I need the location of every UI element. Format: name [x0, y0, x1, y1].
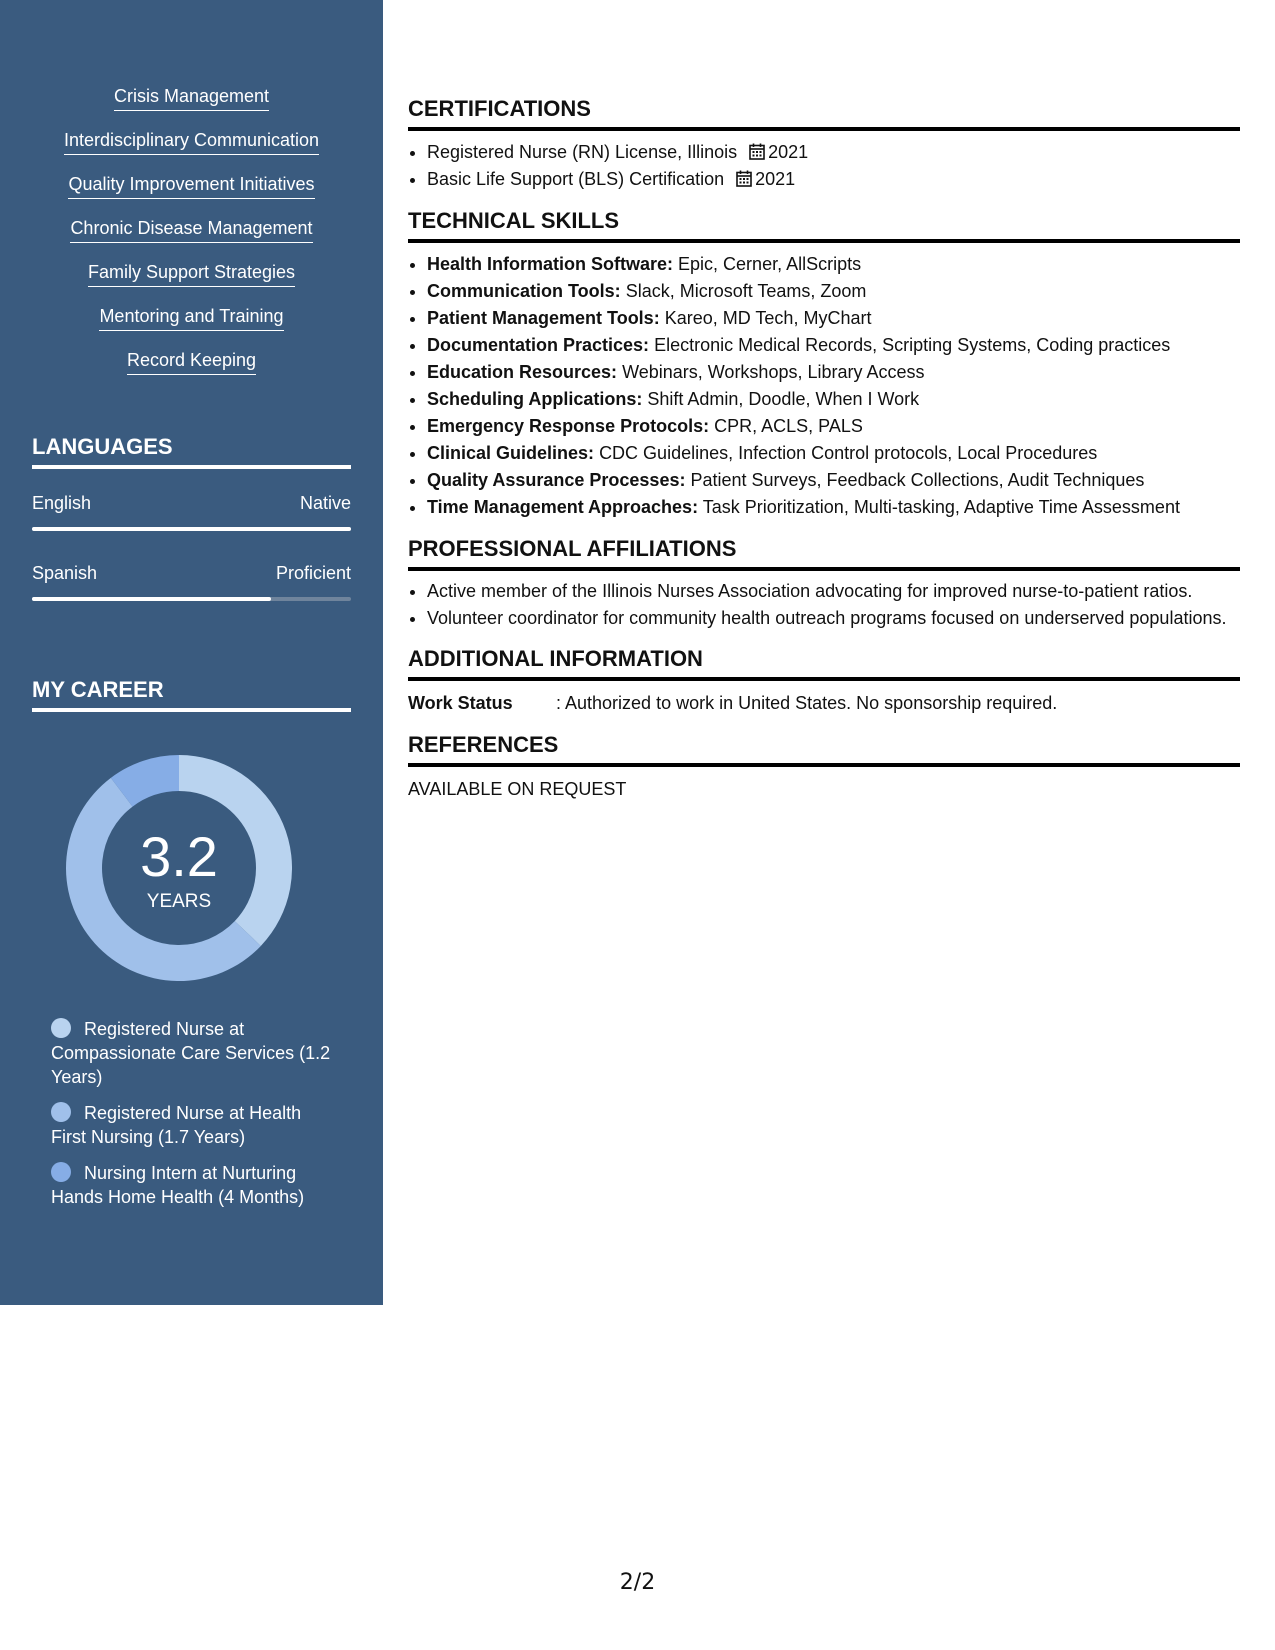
skill-category: Education Resources: — [427, 362, 618, 382]
language-name: English — [32, 493, 92, 513]
legend-dot-icon — [51, 1102, 71, 1122]
technical-skill-item — [427, 494, 1240, 521]
sidebar — [0, 0, 383, 1305]
career-legend-label: Registered Nurse at Health First Nursing (1.7 Years) — [51, 1103, 302, 1147]
language-proficiency-bar — [32, 597, 351, 601]
technical-skill-item — [427, 467, 1240, 494]
certification-name: Basic Life Support (BLS) Certification — [427, 169, 725, 189]
skill-link[interactable]: Interdisciplinary Communication — [64, 130, 319, 155]
career-legend-item — [51, 1161, 341, 1209]
affiliation-item: • Active member of the Illinois Nurses Association advocating for improved nurse-to-patient ratios. — [427, 579, 1240, 604]
certification-item — [427, 166, 1240, 193]
language-proficiency-fill — [32, 527, 351, 531]
career-heading: MY CAREER — [32, 677, 351, 712]
calendar-icon — [736, 170, 752, 187]
skill-values: Webinars, Workshops, Library Access — [622, 362, 925, 382]
skill-category: Documentation Practices: — [427, 335, 650, 355]
languages-heading: LANGUAGES — [32, 434, 351, 469]
skill-category: Patient Management Tools: — [427, 308, 660, 328]
skill-values: Task Prioritization, Multi-tasking, Adaptive Time Assessment — [702, 497, 1180, 517]
skill-category: Quality Assurance Processes: — [427, 470, 686, 490]
career-total-years: 3.2 — [140, 825, 218, 888]
skill-values: Shift Admin, Doodle, When I Work — [647, 389, 920, 409]
skill-values: CPR, ACLS, PALS — [714, 416, 863, 436]
skill-link[interactable]: Crisis Management — [114, 86, 269, 111]
additional-info-heading: ADDITIONAL INFORMATION — [408, 645, 1240, 681]
certification-year: 2021 — [755, 169, 796, 189]
skills-list — [0, 86, 383, 394]
skill-values: Epic, Cerner, AllScripts — [678, 254, 862, 274]
skill-category: Clinical Guidelines: — [427, 443, 595, 463]
skill-values: Slack, Microsoft Teams, Zoom — [625, 281, 867, 301]
affiliation-item: • Volunteer coordinator for community health outreach programs focused on underserved populations. — [427, 606, 1240, 631]
technical-skill-item — [427, 359, 1240, 386]
references-heading: REFERENCES — [408, 731, 1240, 767]
skill-category: Health Information Software: — [427, 254, 674, 274]
skill-category: Emergency Response Protocols: — [427, 416, 710, 436]
language-level: Proficient — [275, 563, 351, 583]
skill-values: CDC Guidelines, Infection Control protocols, Local Procedures — [599, 443, 1098, 463]
language-proficiency-fill — [32, 597, 271, 601]
work-status-label: Work Status — [408, 693, 513, 713]
language-spanish — [32, 563, 351, 601]
references-text: AVAILABLE ON REQUEST — [408, 779, 627, 799]
career-legend — [51, 1017, 341, 1221]
career-total-unit: YEARS — [146, 891, 212, 912]
skill-link[interactable]: Chronic Disease Management — [70, 218, 312, 243]
skill-link[interactable]: Quality Improvement Initiatives — [68, 174, 314, 199]
main-content — [408, 95, 1240, 803]
affiliations-list — [408, 579, 1240, 631]
affiliations-heading: PROFESSIONAL AFFILIATIONS — [408, 535, 1240, 571]
technical-skill-item — [427, 251, 1240, 278]
certifications-list — [408, 139, 1240, 193]
page-number: 2/2 — [619, 1570, 656, 1595]
skill-values: Patient Surveys, Feedback Collections, Audit Techniques — [690, 470, 1145, 490]
skill-link[interactable]: Family Support Strategies — [88, 262, 295, 287]
certification-year: 2021 — [768, 142, 809, 162]
skill-values: Electronic Medical Records, Scripting Systems, Coding practices — [654, 335, 1171, 355]
technical-skills-list — [408, 251, 1240, 521]
technical-skill-item — [427, 413, 1240, 440]
legend-dot-icon — [51, 1162, 71, 1182]
skill-category: Time Management Approaches: — [427, 497, 699, 517]
technical-skill-item — [427, 278, 1240, 305]
technical-skill-item — [427, 440, 1240, 467]
technical-skills-heading: TECHNICAL SKILLS — [408, 207, 1240, 243]
certification-item — [427, 139, 1240, 166]
legend-dot-icon — [51, 1018, 71, 1038]
language-english — [32, 493, 351, 531]
career-legend-item — [51, 1017, 341, 1089]
calendar-icon — [749, 143, 765, 160]
work-status-row — [408, 689, 1240, 717]
language-name: Spanish — [32, 563, 98, 583]
skill-values: Kareo, MD Tech, MyChart — [664, 308, 872, 328]
career-legend-label: Nursing Intern at Nurturing Hands Home Health (4 Months) — [51, 1163, 305, 1207]
technical-skill-item — [427, 332, 1240, 359]
technical-skill-item — [427, 386, 1240, 413]
language-proficiency-bar — [32, 527, 351, 531]
career-legend-label: Registered Nurse at Compassionate Care Services (1.2 Years) — [51, 1019, 331, 1087]
technical-skill-item — [427, 305, 1240, 332]
language-level: Native — [299, 493, 351, 513]
skill-link[interactable]: Record Keeping — [127, 350, 256, 375]
skill-link[interactable]: Mentoring and Training — [99, 306, 283, 331]
certification-name: Registered Nurse (RN) License, Illinois — [427, 142, 738, 162]
skill-category: Scheduling Applications: — [427, 389, 643, 409]
certifications-heading: CERTIFICATIONS — [408, 95, 1240, 131]
skill-category: Communication Tools: — [427, 281, 621, 301]
career-legend-item — [51, 1101, 341, 1149]
work-status-value: : Authorized to work in United States. No sponsorship required. — [556, 693, 1058, 713]
